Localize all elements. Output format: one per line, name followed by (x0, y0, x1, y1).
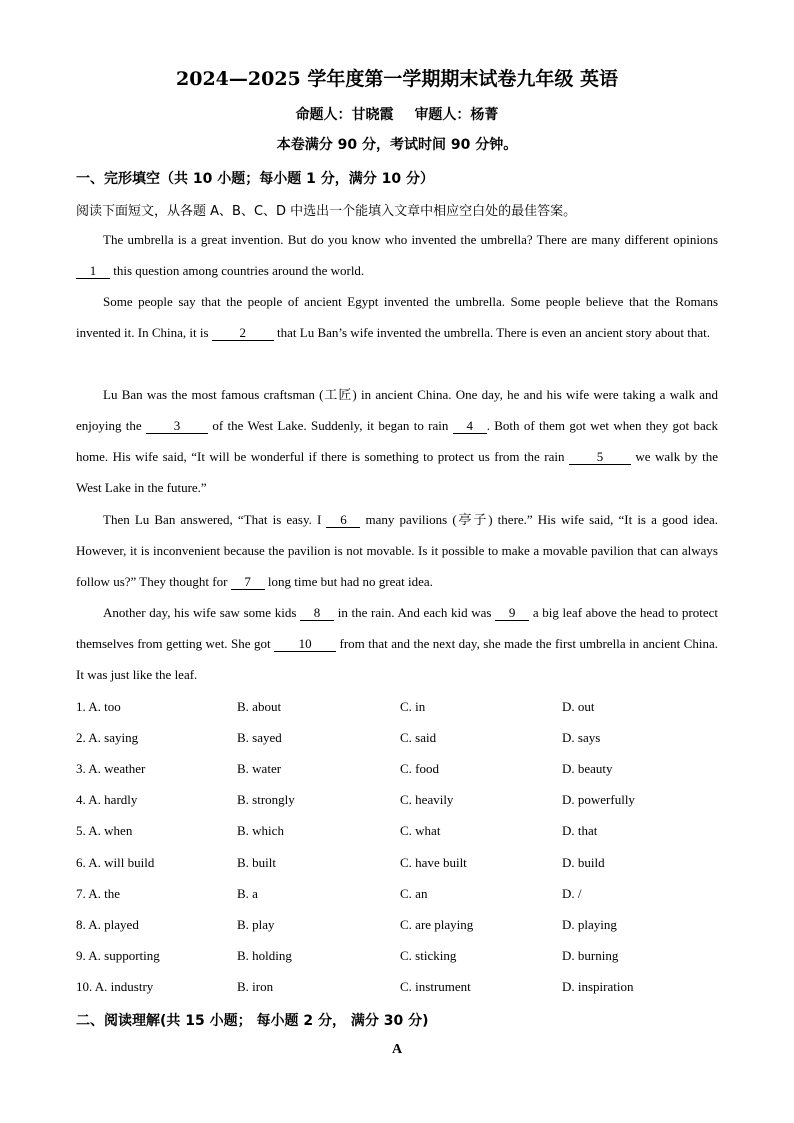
option-4d: D. powerfully (562, 792, 635, 807)
option-6b: B. built (237, 855, 277, 870)
option-6d: D. build (562, 855, 605, 870)
section-1-instruction: 阅读下面短文，从各题 A、B、C、D 中选出一个能填入文章中相应空白处的最佳答案。 (76, 204, 577, 219)
passage-paragraph-1: The umbrella is a great invention. But do you know who invented the umbrella? There are many different opinions 1 this question among countries around the world. (76, 224, 718, 286)
part-a-label: A (391, 1042, 403, 1057)
option-5a: 5. A. when (76, 823, 133, 838)
authors-line (0, 104, 794, 124)
blank-3: 3 (146, 418, 208, 434)
blank-5: 5 (569, 449, 631, 465)
question-3-options (76, 761, 726, 781)
option-9c: C. sticking (400, 948, 457, 963)
option-5c: C. what (400, 823, 441, 838)
blank-8: 8 (300, 605, 334, 621)
option-7a: 7. A. the (76, 886, 121, 901)
page-title: 2024—2025 学年度第一学期期末试卷九年级 英语 (176, 68, 618, 90)
option-3c: C. food (400, 761, 439, 776)
exam-info: 本卷满分 90 分，考试时间 90 分钟。 (276, 137, 518, 153)
option-1b: B. about (237, 699, 282, 714)
option-10b: B. iron (237, 979, 274, 994)
option-10a: 10. A. industry (76, 979, 154, 994)
option-6c: C. have built (400, 855, 467, 870)
option-9d: D. burning (562, 948, 619, 963)
question-10-options (76, 979, 726, 999)
option-10c: C. instrument (400, 979, 471, 994)
reviewer-label: 审题人：杨菁 (414, 107, 499, 123)
passage-paragraph-4: Then Lu Ban answered, “That is easy. I 6 many pavilions (亭子) there.” His wife said, “It is a good idea. However, it is inconvenient because the pavilion is not movable. Is it possible to make a movable pavilion that can always follow us?” They thought for 7 long time but had no great idea. (76, 512, 718, 589)
blank-1: 1 (76, 263, 110, 279)
question-2-options (76, 730, 726, 750)
section-1-heading: 一、完形填空（共 10 小题；每小题 1 分，满分 10 分） (76, 171, 434, 187)
question-4-options (76, 792, 726, 812)
question-9-options (76, 948, 726, 968)
option-8b: B. play (237, 917, 275, 932)
option-3b: B. water (237, 761, 282, 776)
question-5-options (76, 823, 726, 843)
option-3d: D. beauty (562, 761, 613, 776)
blank-7: 7 (231, 574, 265, 590)
setter-label: 命题人：甘晓霞 (295, 107, 394, 123)
option-2d: D. says (562, 730, 601, 745)
question-7-options (76, 886, 726, 906)
section-2-heading: 二、阅读理解(共 15 小题； 每小题 2 分， 满分 30 分) (76, 1013, 429, 1029)
option-3a: 3. A. weather (76, 761, 146, 776)
option-9b: B. holding (237, 948, 292, 963)
option-8d: D. playing (562, 917, 617, 932)
option-4b: B. strongly (237, 792, 295, 807)
option-8a: 8. A. played (76, 917, 139, 932)
option-1c: C. in (400, 699, 426, 714)
option-5d: D. that (562, 823, 598, 838)
option-2c: C. said (400, 730, 437, 745)
blank-2: 2 (212, 325, 274, 341)
option-5b: B. which (237, 823, 284, 838)
question-1-options (76, 699, 726, 719)
option-4c: C. heavily (400, 792, 454, 807)
option-7d: D. / (562, 886, 582, 901)
passage-paragraph-5: Another day, his wife saw some kids 8 in the rain. And each kid was 9 a big leaf above the head to protect themselves from getting wet. She got 10 from that and the next day, she made the first umbrella in ancient China. It was just like the leaf. (76, 605, 719, 682)
question-6-options (76, 855, 726, 875)
blank-9: 9 (495, 605, 529, 621)
option-2a: 2. A. saying (76, 730, 139, 745)
passage-paragraph-3: Lu Ban was the most famous craftsman (工匠) in ancient China. One day, he and his wife were taking a walk and enjoying the 3 of the West Lake. Suddenly, it began to rain 4 . Both of them got wet when they got back home. His wife said, “It will be wonderful if there is something to protect us from the rain 5 we walk by the West Lake in the future.” (76, 387, 719, 495)
option-1a: 1. A. too (76, 699, 121, 714)
passage-paragraph-2: Some people say that the people of ancient Egypt invented the umbrella. Some people believe that the Romans invented it. In China, it is 2 that Lu Ban’s wife invented the umbrella. There is even an ancient story about that. (76, 294, 718, 340)
option-9a: 9. A. supporting (76, 948, 160, 963)
option-8c: C. are playing (400, 917, 474, 932)
question-8-options (76, 917, 726, 937)
blank-10: 10 (274, 636, 336, 652)
blank-4: 4 (453, 418, 487, 434)
option-7c: C. an (400, 886, 428, 901)
option-10d: D. inspiration (562, 979, 634, 994)
blank-6: 6 (326, 512, 360, 528)
option-1d: D. out (562, 699, 595, 714)
option-4a: 4. A. hardly (76, 792, 138, 807)
option-7b: B. a (237, 886, 258, 901)
option-2b: B. sayed (237, 730, 282, 745)
option-6a: 6. A. will build (76, 855, 155, 870)
